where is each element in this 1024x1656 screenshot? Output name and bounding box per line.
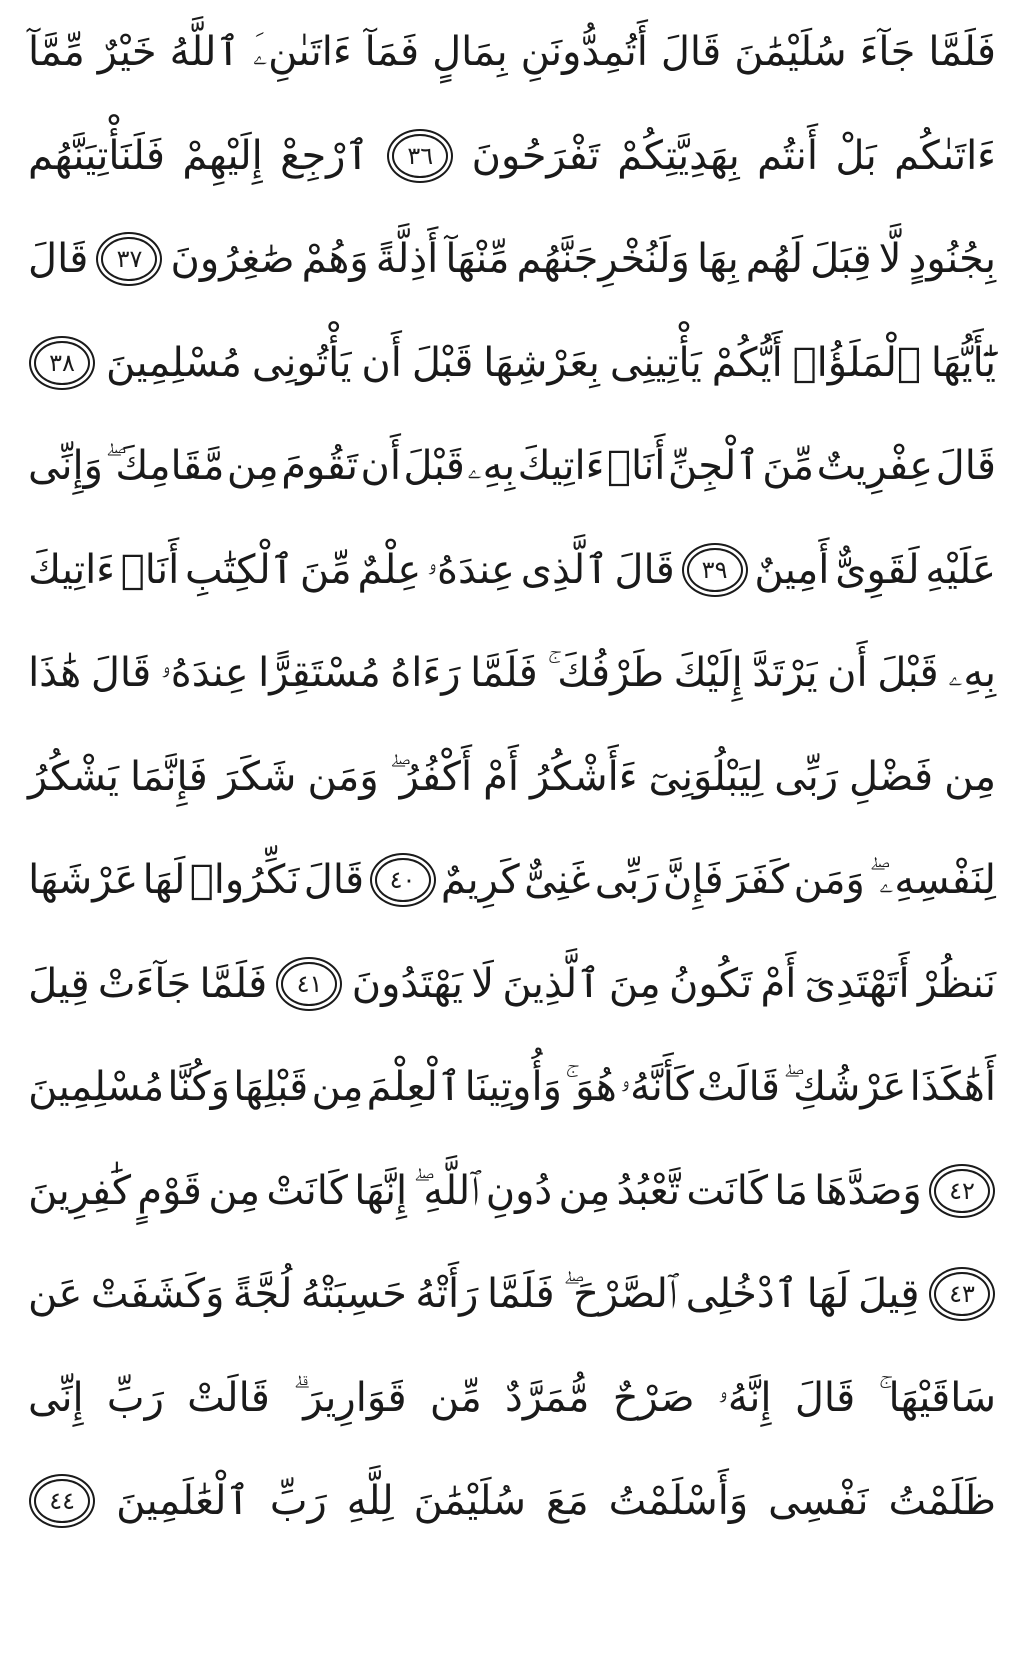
text-line bbox=[28, 1246, 996, 1342]
word: فَإِنَّمَا bbox=[130, 753, 208, 800]
word: أَيُّكُمْ bbox=[711, 339, 783, 386]
word: عِفْرِيتٌ bbox=[816, 443, 934, 489]
word: لَقَوِىٌّ bbox=[835, 546, 920, 593]
word: إِنِّى bbox=[28, 1374, 84, 1421]
word: لَّا bbox=[878, 236, 902, 282]
word: قِبَلَ bbox=[810, 236, 872, 282]
word: بِهِۦ bbox=[948, 650, 996, 696]
word: وَإِنِّى bbox=[28, 443, 103, 489]
word: تَقُومَ bbox=[281, 443, 358, 489]
word: ٱلصَّرْحَ ۖ bbox=[563, 1271, 678, 1317]
word: أَمْ bbox=[483, 753, 519, 800]
word: جَآءَ bbox=[859, 29, 916, 75]
word: أَنتُم bbox=[757, 132, 818, 179]
word: مِنَ bbox=[608, 960, 661, 1007]
word: قَالَ bbox=[28, 236, 89, 282]
word: لُجَّةً bbox=[232, 1271, 293, 1317]
word: ءَاتَىٰنِۦَ bbox=[252, 29, 352, 75]
word: لَهَا bbox=[142, 857, 186, 903]
word: ٱدْخُلِى bbox=[685, 1271, 799, 1317]
word: مِّنْهَآ bbox=[445, 236, 510, 282]
word: عَرْشَهَا bbox=[28, 857, 139, 903]
word: لَهَا bbox=[806, 1271, 850, 1317]
word: أَكْفُرُ ۖ bbox=[389, 753, 473, 800]
word: ءَاتِيكَ bbox=[28, 546, 115, 593]
word: عَن bbox=[28, 1271, 83, 1317]
word: لِيَبْلُوَنِىٓ bbox=[648, 753, 764, 800]
word: غَنِىٌّ bbox=[524, 857, 591, 903]
word: ٱلْمَلَؤُا۟ bbox=[792, 339, 921, 386]
word: مَعَ bbox=[545, 1478, 589, 1524]
text-line bbox=[28, 4, 996, 100]
text-line bbox=[28, 211, 996, 307]
word: قَالَ bbox=[303, 857, 365, 903]
word: مُسْلِمِينَ bbox=[105, 339, 242, 386]
word: قَالَ bbox=[90, 650, 152, 696]
word: قَالَ bbox=[935, 443, 996, 489]
word: ٱلْجِنِّ bbox=[667, 443, 760, 489]
word: رَأَتْهُ bbox=[415, 1271, 479, 1317]
ayah-number-marker: ٤٣ bbox=[934, 1272, 990, 1316]
word: أَن bbox=[361, 339, 402, 386]
ayah-number-marker: ٣٦ bbox=[392, 134, 448, 178]
word: بِهِۦ bbox=[467, 443, 516, 489]
word: مِن bbox=[311, 1064, 364, 1110]
text-line bbox=[28, 1453, 996, 1549]
text-line bbox=[28, 108, 996, 204]
ayah-number-marker: ٤٠ bbox=[375, 858, 431, 902]
word: جَآءَتْ bbox=[97, 960, 192, 1007]
word: وَأُوتِينَا bbox=[464, 1064, 562, 1110]
word: لَهُم bbox=[745, 236, 804, 282]
word: إِلَيْهِمْ bbox=[182, 132, 263, 179]
word: مِن bbox=[226, 443, 279, 489]
word: أَن bbox=[827, 650, 868, 696]
text-line bbox=[28, 729, 996, 825]
text-line bbox=[28, 418, 996, 514]
word: وَكَشَفَتْ bbox=[90, 1271, 225, 1317]
word: فَضْلِ bbox=[849, 753, 934, 800]
word: يَرْتَدَّ bbox=[752, 650, 818, 696]
ayah-number-marker: ٣٧ bbox=[101, 237, 157, 281]
word: يَشْكُرُ bbox=[28, 753, 120, 800]
word: قَبْلِهَا bbox=[233, 1064, 309, 1110]
word: تَّعْبُدُ bbox=[616, 1167, 681, 1214]
ayah-number-marker: ٤٢ bbox=[934, 1169, 990, 1213]
word: فَمَآ bbox=[364, 29, 420, 75]
word: هُوَ ۚ bbox=[565, 1064, 617, 1110]
word: ٱلَّذِينَ bbox=[502, 960, 601, 1007]
word: وَلَنُخْرِجَنَّهُم bbox=[516, 236, 690, 282]
word: ٱلْعِلْمَ bbox=[366, 1064, 462, 1110]
word: وَهُمْ bbox=[301, 236, 369, 282]
word: قَالَتْ bbox=[187, 1374, 270, 1421]
word: بِجُنُودٍ bbox=[908, 236, 996, 282]
word: ٱللَّهِ ۖ bbox=[413, 1167, 480, 1214]
word: كَرِيمٌ bbox=[440, 857, 520, 903]
word: مَا bbox=[774, 1167, 808, 1214]
word: وَأَسْلَمْتُ bbox=[608, 1478, 749, 1524]
word: قَبْلَ bbox=[403, 443, 465, 489]
word: مِن bbox=[558, 1167, 611, 1214]
word: نَنظُرْ bbox=[917, 960, 996, 1007]
word: فَإِنَّ bbox=[662, 857, 724, 903]
word: تَفْرَحُونَ bbox=[471, 132, 600, 179]
word: يَأْتُونِى bbox=[251, 339, 352, 386]
word: أَتَهْتَدِىٓ bbox=[804, 960, 910, 1007]
word: أَمْ bbox=[760, 960, 797, 1007]
word: قَبْلَ bbox=[411, 339, 474, 386]
word: هَٰذَا bbox=[28, 650, 82, 696]
word: مِّنَ bbox=[762, 443, 815, 489]
word: رَءَاهُ bbox=[390, 650, 461, 696]
word: عِندَهُۥ bbox=[160, 650, 249, 696]
text-line bbox=[28, 936, 996, 1032]
word: رَبِّ bbox=[106, 1374, 164, 1421]
word: مِن bbox=[208, 1167, 261, 1214]
word: بَلْ bbox=[835, 132, 877, 179]
text-line bbox=[28, 1143, 996, 1239]
word: مُسْتَقِرًّا bbox=[258, 650, 381, 696]
word: بِهَدِيَّتِكُمْ bbox=[617, 132, 740, 179]
word: قَوْمٍ bbox=[137, 1167, 202, 1214]
word: عَرْشُكِ ۖ bbox=[783, 1064, 907, 1110]
word: بِهَا bbox=[696, 236, 739, 282]
word: لَا bbox=[471, 960, 495, 1007]
word: خَيْرٌ bbox=[97, 29, 157, 75]
word: ءَاتِيكَ bbox=[517, 443, 605, 489]
word: كَٰفِرِينَ bbox=[28, 1167, 132, 1214]
word: ظَلَمْتُ bbox=[888, 1478, 996, 1524]
word: فَلَمَّا bbox=[470, 650, 538, 696]
word: ءَاتَىٰكُم bbox=[894, 132, 996, 179]
word: ٱرْجِعْ bbox=[280, 132, 369, 179]
ayah-number-marker: ٣٨ bbox=[34, 341, 90, 385]
word: مِّن bbox=[429, 1374, 482, 1421]
word: فَلَمَّا bbox=[928, 29, 996, 75]
word: كَفَرَ bbox=[727, 857, 790, 903]
word: سُلَيْمَٰنَ bbox=[413, 1478, 526, 1524]
word: قَالَتْ bbox=[697, 1064, 780, 1110]
word: رَبِّى bbox=[594, 857, 659, 903]
word: رَبِّ bbox=[269, 1478, 327, 1524]
text-line bbox=[28, 1039, 996, 1135]
word: فَلَمَّا bbox=[486, 1271, 555, 1317]
word: وَكُنَّا bbox=[167, 1064, 230, 1110]
word: نَكِّرُوا۟ bbox=[189, 857, 300, 903]
word: ءَأَشْكُرُ bbox=[529, 753, 638, 800]
text-line bbox=[28, 522, 996, 618]
word: أَذِلَّةً bbox=[375, 236, 439, 282]
ayah-number-marker: ٣٩ bbox=[687, 548, 743, 592]
word: سُلَيْمَٰنَ bbox=[734, 29, 847, 75]
word: وَمَن bbox=[307, 753, 379, 800]
word: أَهَٰكَذَا bbox=[909, 1064, 996, 1110]
word: وَصَدَّهَا bbox=[814, 1167, 922, 1214]
word: إِلَيْكَ bbox=[673, 650, 743, 696]
word: مُسْلِمِينَ bbox=[28, 1064, 165, 1110]
word: كَأَنَّهُۥ bbox=[620, 1064, 694, 1110]
ayah-number-marker: ٤٤ bbox=[34, 1479, 90, 1523]
word: يَهْتَدُونَ bbox=[351, 960, 464, 1007]
word: إِنَّهَا bbox=[354, 1167, 408, 1214]
word: نَفْسِى bbox=[768, 1478, 869, 1524]
text-line bbox=[28, 832, 996, 928]
word: قِيلَ bbox=[28, 960, 90, 1007]
word: عِندَهُۥ bbox=[427, 546, 515, 593]
word: بِعَرْشِهَا bbox=[483, 339, 600, 386]
word: ٱلْكِتَٰبِ bbox=[185, 546, 295, 593]
word: قَبْلَ bbox=[877, 650, 939, 696]
word: إِنَّهُۥ bbox=[717, 1374, 772, 1421]
word: قَالَ bbox=[794, 1374, 856, 1421]
word: صَٰغِرُونَ bbox=[170, 236, 295, 282]
word: ٱللَّهُ bbox=[169, 29, 240, 75]
word: كَانَتْ bbox=[266, 1167, 348, 1214]
word: بِمَالٍ bbox=[432, 29, 508, 75]
word: أَنَا۠ bbox=[120, 546, 180, 593]
word: قَالَ bbox=[660, 29, 722, 75]
word: لِلَّهِ bbox=[346, 1478, 394, 1524]
word: تَكُونُ bbox=[668, 960, 753, 1007]
word: وَمَن bbox=[793, 857, 865, 903]
word: قَوَارِيرَ ۗ bbox=[293, 1374, 407, 1421]
word: مَّقَامِكَ ۖ bbox=[105, 443, 225, 489]
word: طَرْفُكَ ۚ bbox=[547, 650, 665, 696]
word: حَسِبَتْهُ bbox=[300, 1271, 407, 1317]
word: فَلَمَّا bbox=[199, 960, 268, 1007]
word: مُّمَرَّدٌ bbox=[505, 1374, 590, 1421]
word: عَلَيْهِ bbox=[925, 546, 996, 593]
word: فَلَنَأْتِيَنَّهُم bbox=[28, 132, 165, 179]
word: ٱلَّذِى bbox=[520, 546, 609, 593]
mushaf-page bbox=[28, 4, 996, 1652]
word: لِنَفْسِهِۦ ۖ bbox=[869, 857, 996, 903]
word: أَمِينٌ bbox=[754, 546, 830, 593]
word: مِن bbox=[944, 753, 996, 800]
word: قِيلَ bbox=[858, 1271, 920, 1317]
word: دُونِ bbox=[485, 1167, 553, 1214]
word: رَبِّى bbox=[774, 753, 839, 800]
word: أَنَا۠ bbox=[606, 443, 666, 489]
word: سَاقَيْهَا ۚ bbox=[878, 1374, 996, 1421]
word: قَالَ bbox=[614, 546, 675, 593]
text-line bbox=[28, 1350, 996, 1446]
text-line bbox=[28, 315, 996, 411]
word: أَن bbox=[360, 443, 401, 489]
word: كَانَت bbox=[686, 1167, 769, 1214]
word: يَأْتِينِى bbox=[609, 339, 702, 386]
ayah-number-marker: ٤١ bbox=[281, 962, 337, 1006]
word: عِلْمٌ bbox=[357, 546, 422, 593]
text-line bbox=[28, 625, 996, 721]
word: مِّمَّآ bbox=[28, 29, 85, 75]
word: مِّنَ bbox=[299, 546, 352, 593]
word: يَٰٓأَيُّهَا bbox=[930, 339, 996, 386]
word: أَتُمِدُّونَنِ bbox=[520, 29, 648, 75]
word: صَرْحٌ bbox=[612, 1374, 695, 1421]
word: شَكَرَ bbox=[218, 753, 297, 800]
word: ٱلْعَٰلَمِينَ bbox=[116, 1478, 250, 1524]
